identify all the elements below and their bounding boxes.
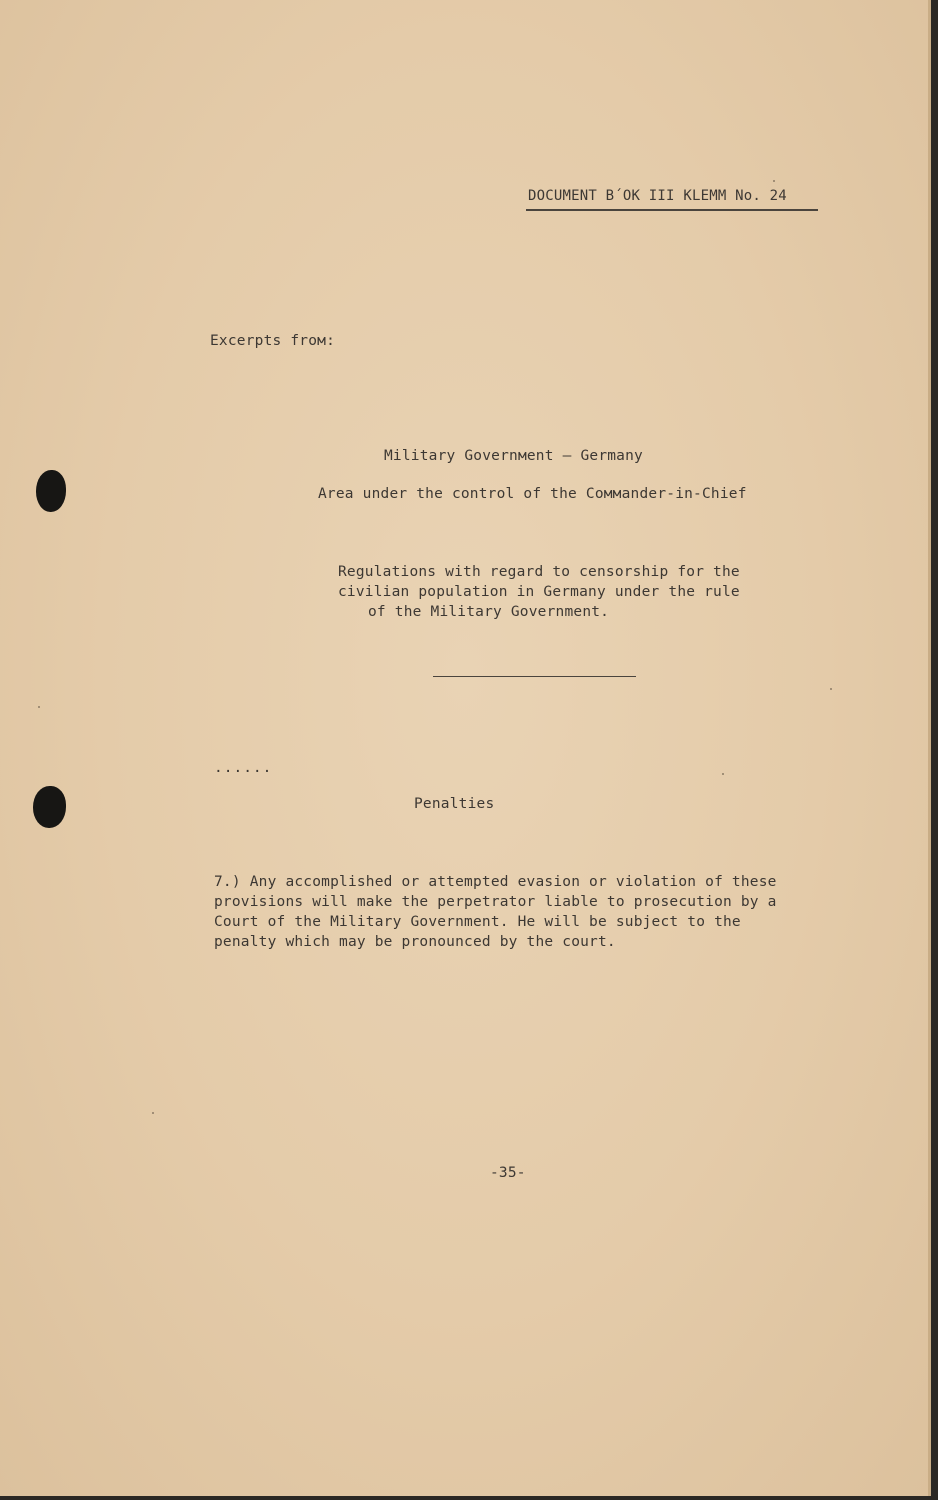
document-reference: DOCUMENT B´OK III KLEМM No. 24 (528, 188, 787, 204)
page-number: -35- (490, 1165, 526, 1181)
punch-hole-top (36, 470, 66, 512)
paper-speck (38, 706, 40, 708)
regulations-line: civilian population in Germany under the rule (338, 584, 740, 600)
penalties-paragraph-line: penalty which may be pronounced by the court. (214, 934, 616, 950)
section-divider (433, 676, 636, 677)
penalties-paragraph-line: provisions will make the perpetrator liable to prosecution by a (214, 894, 777, 910)
punch-hole-bottom (33, 786, 66, 828)
paper-speck (773, 180, 775, 182)
paper-speck (830, 688, 832, 690)
paper-speck (152, 1112, 154, 1114)
penalties-paragraph-line: Court of the Military Government. He will be subject to the (214, 914, 741, 930)
penalties-paragraph-line: 7.) Any accomplished or attempted evasion or violation of these (214, 874, 777, 890)
government-heading: Militаry Governмent – Germаny (384, 448, 643, 464)
omission-dots: ...... (214, 760, 273, 776)
regulations-line: of the Military Government. (368, 604, 610, 620)
penalties-heading: Penalties (414, 796, 495, 812)
header-underline (526, 209, 818, 211)
area-heading: Area under the control of the Coммander-in-Chief (318, 486, 747, 502)
paper-speck (722, 773, 724, 775)
excerpts-label: Excerpts froм: (210, 333, 336, 349)
regulations-line: Regulations with regard to censorship for the (338, 564, 740, 580)
